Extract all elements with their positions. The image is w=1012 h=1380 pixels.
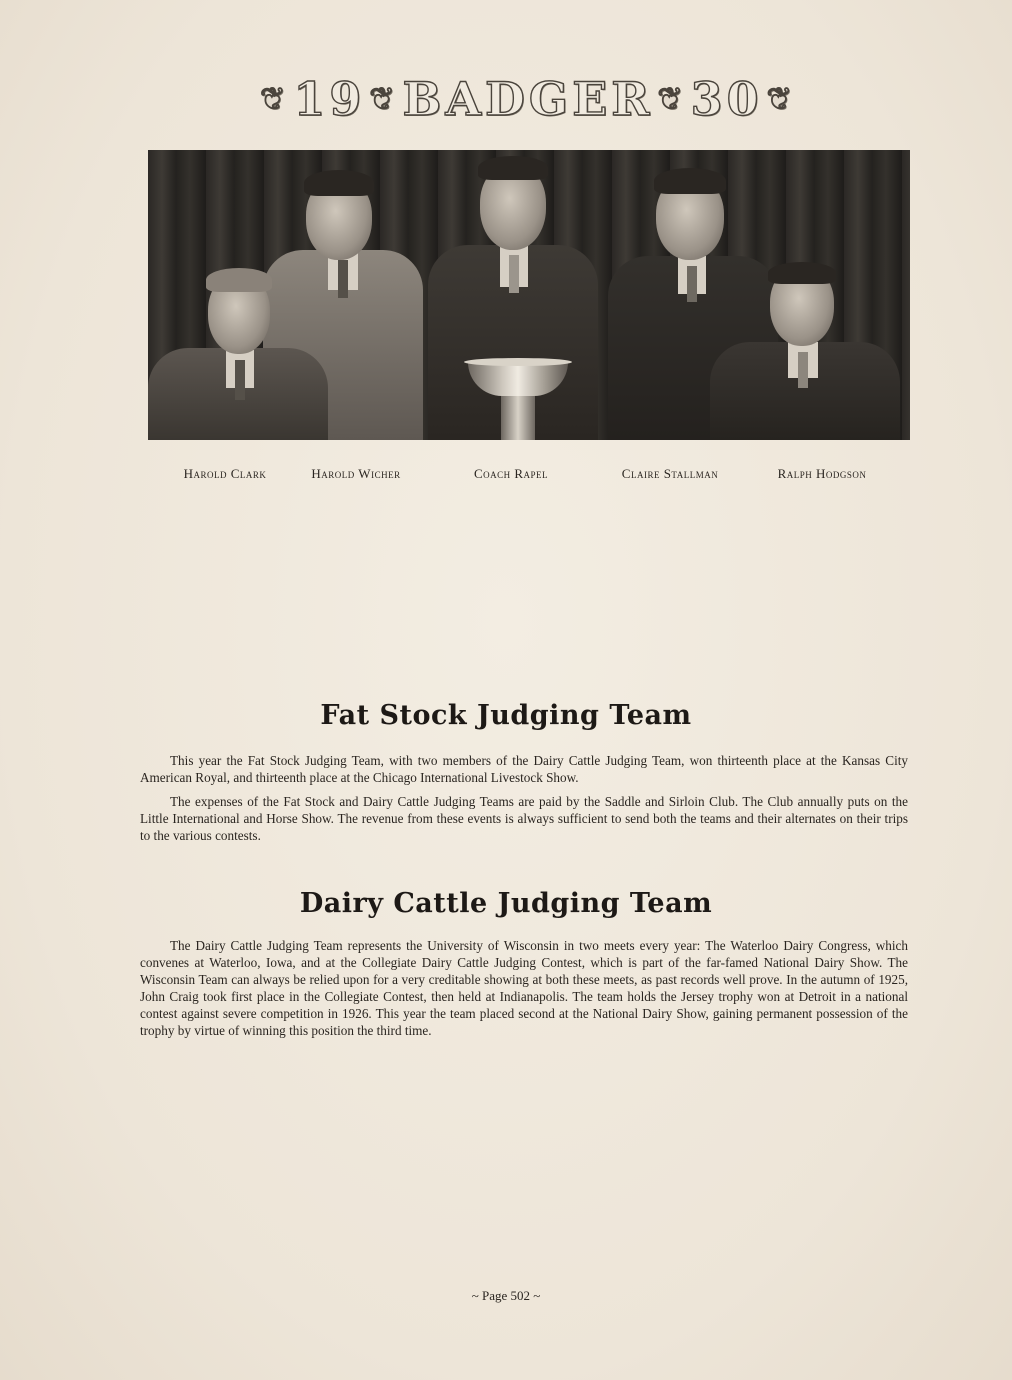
trophy-stem [501, 396, 535, 440]
ornament-icon: ❦ [260, 81, 290, 117]
header-year-end: 30 [690, 72, 763, 126]
caption-name: Claire Stallman [621, 466, 719, 481]
body-paragraph: The expenses of the Fat Stock and Dairy Cattle Judging Teams are paid by the Saddle and Sirloin Club. The Club annually puts on the Little International and Horse Show. The revenue from these events is always sufficient to send both the teams and their alternates on their trips to the various contests. [140, 794, 908, 843]
section-title: Dairy Cattle Judging Team [299, 888, 713, 919]
section-title: Fat Stock Judging Team [320, 700, 692, 731]
person-figure [710, 262, 900, 440]
ornament-icon: ❦ [657, 81, 687, 117]
caption-name: Coach Rapel [473, 466, 549, 481]
trophy-rim [464, 358, 572, 366]
photo-captions [0, 466, 1012, 488]
caption-name: Harold Clark [183, 466, 267, 481]
body-paragraph: This year the Fat Stock Judging Team, with two members of the Dairy Cattle Judging Team, won thirteenth place at the Kansas City American Royal, and thirteenth place at the Chicago International Livestock Show. [140, 753, 908, 785]
ornament-icon: ❦ [766, 81, 796, 117]
header-year-start: 19 [293, 72, 366, 126]
person-figure [148, 268, 328, 440]
caption-name: Harold Wicher [311, 466, 401, 481]
body-paragraph: The Dairy Cattle Judging Team represents the University of Wisconsin in two meets every year: The Waterloo Dairy Congress, which convenes at Waterloo, Iowa, and at the Collegiate Dairy Cattle Judging Contest, which is part of the far-famed National Dairy Show. The Wisconsin Team can always be relied upon for a very creditable showing at both these meets, as past records well prove. In the autumn of 1925, John Craig took first place in the Collegiate Contest, then held at Indianapolis. The team holds the Jersey trophy won at Detroit in a national contest against severe competition in 1926. This year the team placed second at the National Dairy Show, gaining permanent possession of the trophy by virtue of winning this position the third time. [140, 938, 908, 1038]
caption-name: Ralph Hodgson [777, 466, 867, 481]
team-photo [148, 150, 910, 440]
yearbook-header [146, 72, 910, 126]
header-title: BADGER [402, 72, 654, 126]
page-number: ~ Page 502 ~ [471, 1288, 541, 1303]
ornament-icon: ❦ [369, 81, 399, 117]
